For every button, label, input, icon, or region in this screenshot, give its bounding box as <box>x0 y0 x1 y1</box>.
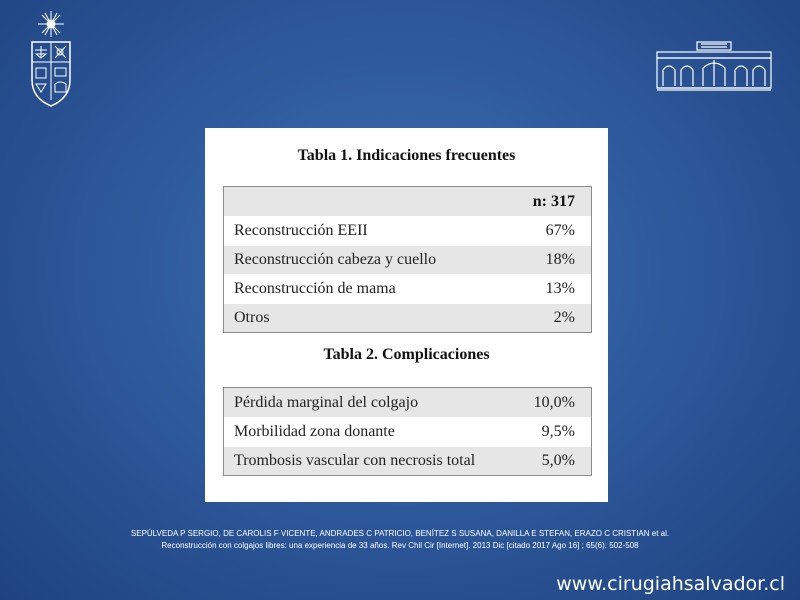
row-label: Otros <box>234 309 270 326</box>
tables-panel <box>205 128 608 502</box>
row-label: Pérdida marginal del colgajo <box>234 393 419 411</box>
table-row <box>224 216 591 245</box>
website-link[interactable]: www.cirugiahsalvador.cl <box>556 573 785 595</box>
table2-title: Tabla 2. Complicaciones <box>323 346 490 363</box>
table1 <box>223 186 592 333</box>
row-label: Reconstrucción EEII <box>234 222 368 239</box>
table1-header-value: n: 317 <box>532 192 575 210</box>
row-value: 2% <box>553 309 575 326</box>
row-label: Morbilidad zona donante <box>234 423 395 440</box>
table1-header-row <box>224 187 591 216</box>
row-value: 67% <box>545 222 575 239</box>
table2 <box>223 387 592 476</box>
citation <box>0 528 800 552</box>
row-label: Reconstrucción cabeza y cuello <box>234 251 437 268</box>
row-value: 9,5% <box>541 423 575 440</box>
row-label: Trombosis vascular con necrosis total <box>234 452 476 469</box>
row-value: 5,0% <box>541 452 575 469</box>
table1-title: Tabla 1. Indicaciones frecuentes <box>297 147 516 164</box>
table-row <box>224 303 591 332</box>
table-row <box>224 274 591 303</box>
row-label: Reconstrucción de mama <box>234 280 396 297</box>
table-row <box>224 446 591 475</box>
citation-authors: SEPÚLVEDA P SERGIO, DE CAROLIS F VICENTE, ANDRADES C PATRICIO, BENÍTEZ S SUSANA, DANILLA E STEFAN, ERAZO C CRISTIAN et al. <box>130 529 670 538</box>
row-value: 18% <box>545 251 575 268</box>
citation-reference: Reconstrucción con colgajos libres: una experiencia de 33 años. Rev Chil Cir [Internet]. 2013 Dic [citado 2017 Ago 16] ; 65(6): 502-508 <box>161 541 639 550</box>
row-value: 13% <box>545 280 575 297</box>
hospital-building-icon <box>655 40 773 92</box>
table-row <box>224 417 591 446</box>
row-value: 10,0% <box>533 393 575 411</box>
table-row <box>224 245 591 274</box>
university-crest-icon <box>28 10 74 108</box>
table-row <box>224 388 591 417</box>
